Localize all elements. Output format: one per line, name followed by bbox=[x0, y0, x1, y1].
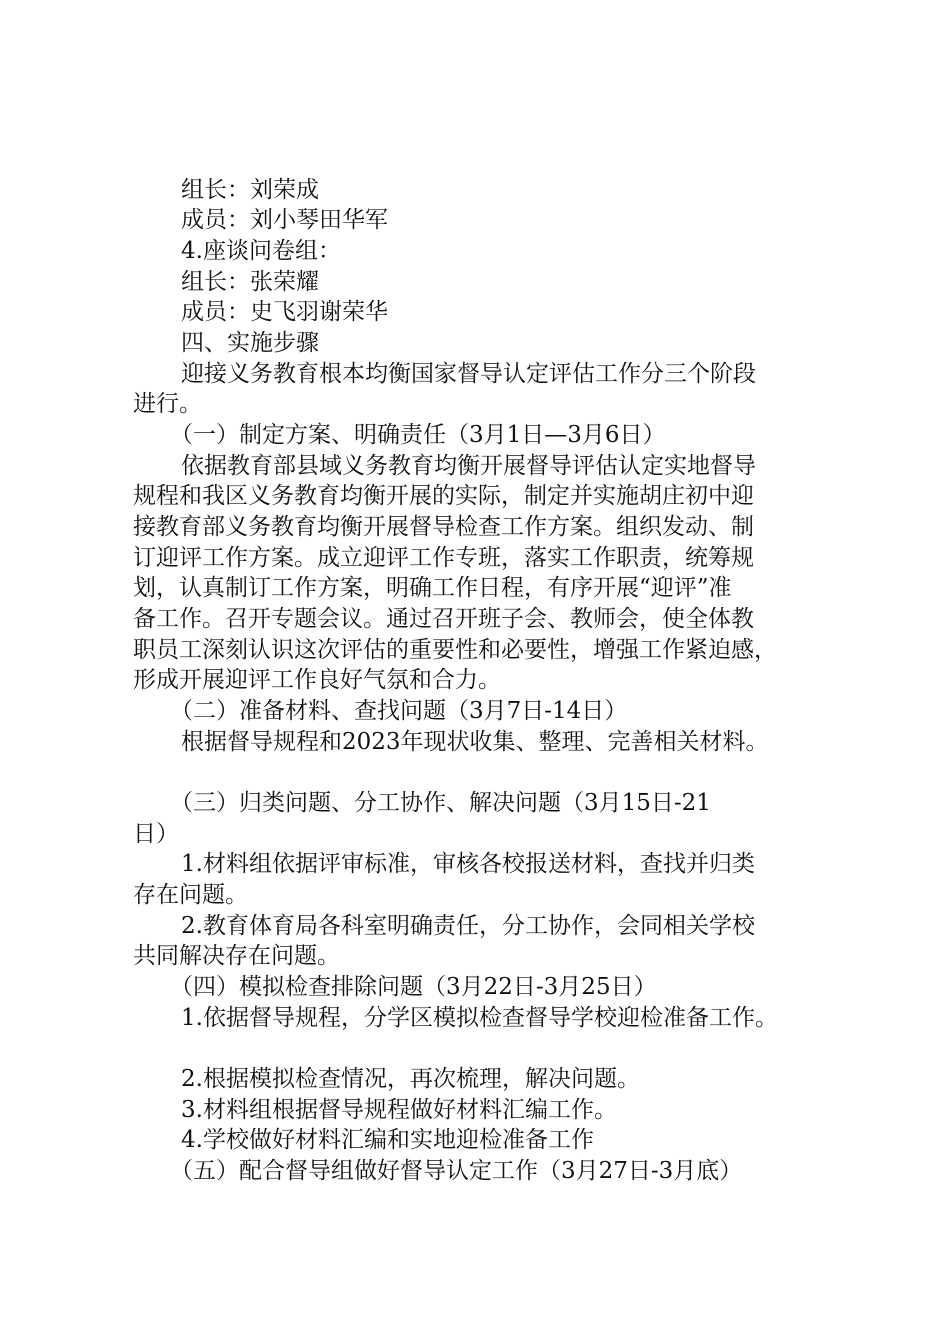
text-line: 根据督导规程和2023年现状收集、整理、完善相关材料。 bbox=[181, 729, 769, 755]
text-line: 1.材料组依据评审标准，审核各校报送材料，查找并归类 bbox=[181, 851, 755, 877]
text-line: 依据教育部县域义务教育均衡开展督导评估认定实地督导 bbox=[181, 453, 756, 479]
text-line: 3.材料组根据督导规程做好材料汇编工作。 bbox=[181, 1097, 617, 1123]
text-line: 成员：刘小琴田华军 bbox=[181, 207, 388, 233]
text-line: 4.座谈问卷组： bbox=[181, 238, 341, 264]
subsection-heading: （三）归类问题、分工协作、解决问题（3月15日-21 bbox=[170, 790, 711, 816]
text-line: 1.依据督导规程，分学区模拟检查督导学校迎检准备工作。 bbox=[181, 1005, 778, 1031]
section-heading: 四、实施步骤 bbox=[181, 330, 319, 356]
subsection-heading: （二）准备材料、查找问题（3月7日-14日） bbox=[170, 698, 628, 724]
text-line: 存在问题。 bbox=[133, 882, 248, 908]
text-line: 共同解决存在问题。 bbox=[133, 943, 340, 969]
subsection-heading: （一）制定方案、明确责任（3月1日—3月6日） bbox=[170, 422, 666, 448]
text-line: 备工作。召开专题会议。通过召开班子会、教师会，使全体教 bbox=[133, 606, 754, 632]
text-line: 日） bbox=[133, 821, 179, 847]
text-line: 职员工深刻认识这次评估的重要性和必要性，增强工作紧迫感， bbox=[133, 637, 777, 663]
text-line: 订迎评工作方案。成立迎评工作专班，落实工作职责，统筹规 bbox=[133, 545, 754, 571]
text-line: 2.根据模拟检查情况，再次梳理，解决问题。 bbox=[181, 1066, 640, 1092]
subsection-heading: （四）模拟检查排除问题（3月22日-3月25日） bbox=[170, 974, 657, 1000]
text-line: 进行。 bbox=[133, 391, 202, 417]
text-line: 规程和我区义务教育均衡开展的实际，制定并实施胡庄初中迎 bbox=[133, 483, 754, 509]
text-line: 迎接义务教育根本均衡国家督导认定评估工作分三个阶段 bbox=[181, 361, 756, 387]
text-line: 成员：史飞羽谢荣华 bbox=[181, 299, 388, 325]
text-line: 划，认真制订工作方案，明确工作日程，有序开展“迎评”准 bbox=[133, 575, 732, 601]
text-line: 4.学校做好材料汇编和实地迎检准备工作 bbox=[181, 1127, 594, 1153]
text-line: 组长：刘荣成 bbox=[181, 177, 319, 203]
text-line: 接教育部义务教育均衡开展督导检查工作方案。组织发动、制 bbox=[133, 514, 754, 540]
text-line: 形成开展迎评工作良好气氛和合力。 bbox=[133, 667, 501, 693]
subsection-heading: （五）配合督导组做好督导认定工作（3月27日-3月底） bbox=[170, 1158, 743, 1184]
text-line: 组长：张荣耀 bbox=[181, 269, 319, 295]
text-line: 2.教育体育局各科室明确责任，分工协作，会同相关学校 bbox=[181, 913, 755, 939]
